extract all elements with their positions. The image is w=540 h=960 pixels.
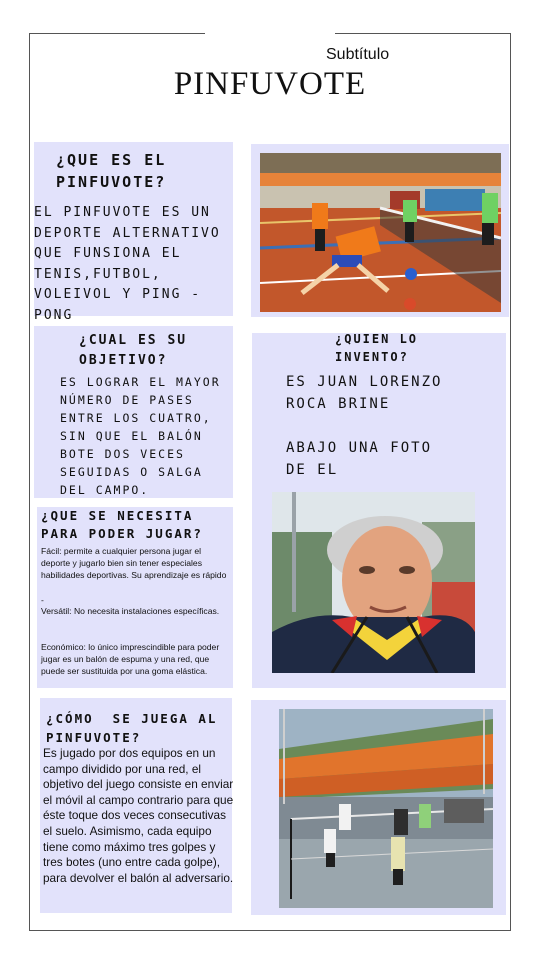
heading-como: ¿CÓMO SE JUEGA AL PINFUVOTE? xyxy=(46,711,227,745)
body-inventor-photo-note: ABAJO UNA FOTO DE EL xyxy=(286,440,433,478)
heading-objetivo: ¿CUAL ES SU OBJETIVO? xyxy=(79,333,188,368)
subtitle: Subtítulo xyxy=(326,46,390,63)
body-objetivo: ES LOGRAR EL MAYOR NÚMERO DE PASES ENTRE LOS CUATRO, SIN QUE EL BALÓN BOTE DOS VECES SEGUIDAS O SALGA DEL CAMPO. xyxy=(60,375,221,497)
page-title: PINFUVOTE xyxy=(173,66,367,102)
stadium-game-photo xyxy=(279,709,493,908)
body-como: Es jugado por dos equipos en un campo dividido por una red, el objetivo del juego consiste en enviar el móvil al campo contrario para que éste toque dos veces consecutivas el suelo. Asimismo, cada equipo tiene como máximo tres golpes y tres botes (uno entre cada golpe), para devolver el balón al adversario. xyxy=(43,746,234,885)
necesita-dash: - xyxy=(41,595,44,605)
heading-que-es: ¿QUE ES EL PINFUVOTE? xyxy=(56,151,167,191)
heading-necesita: ¿QUE SE NECESITA PARA PODER JUGAR? xyxy=(41,508,203,541)
frame-gap xyxy=(205,30,335,36)
necesita-versatil: Versátil: No necesita instalaciones específicas. xyxy=(41,606,220,616)
body-inventor-name: ES JUAN LORENZO ROCA BRINE xyxy=(286,374,443,412)
necesita-facil: Fácil: permite a cualquier persona jugar el deporte y jugarlo bien sin tener especiales habilidades deportivas. Su aprendizaje es rápido xyxy=(41,546,227,580)
inventor-portrait-photo xyxy=(272,492,475,673)
gym-game-photo xyxy=(260,153,501,312)
body-que-es: EL PINFUVOTE ES UN DEPORTE ALTERNATIVO QUE FUNSIONA EL TENIS,FUTBOL, VOLEIVOL Y PING -PONG xyxy=(34,205,221,323)
heading-inventor: ¿QUIEN LO INVENTO? xyxy=(335,332,419,364)
necesita-economico: Económico: lo único imprescindible para poder jugar es un balón de espuma y una red, que puede ser sustituida por una goma elástica. xyxy=(41,642,220,676)
